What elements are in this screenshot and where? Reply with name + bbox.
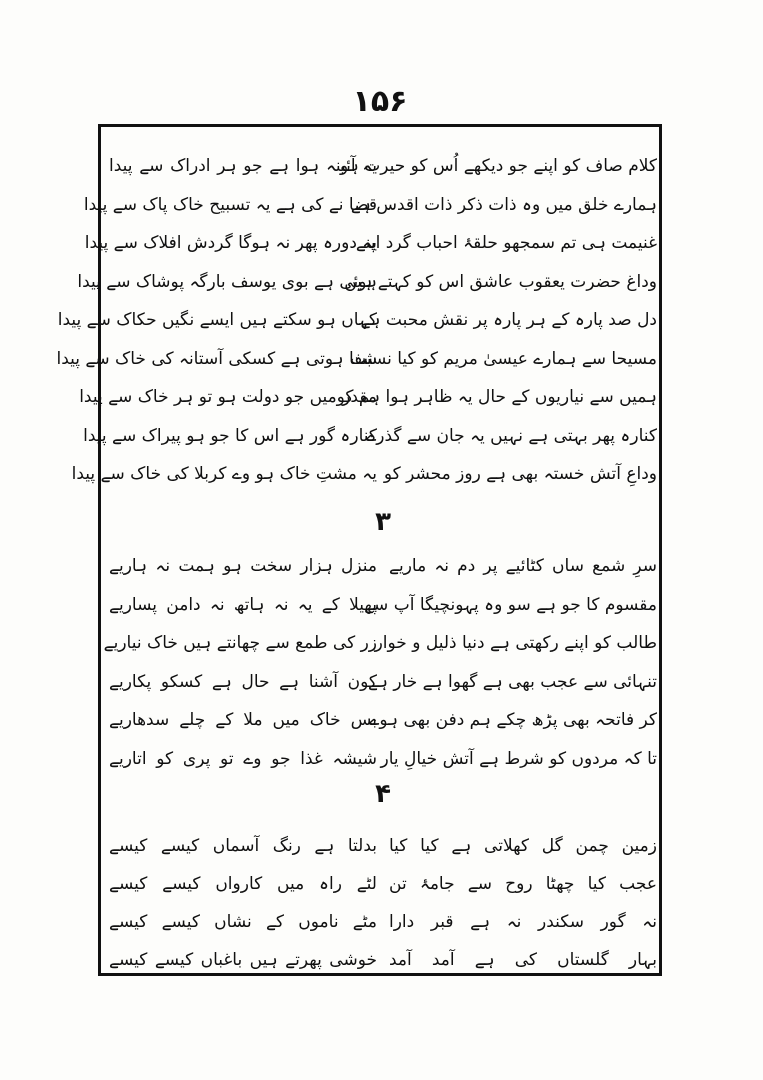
verse-line: مٹے ناموں کے نشاں کیسے کیسے bbox=[109, 912, 377, 932]
verse-line: غنیمت ہی تم سمجھو حلقۂ احباب گرد اپنے bbox=[355, 233, 657, 253]
right-column bbox=[336, 147, 657, 494]
verse-line: کنارہ گور ہے اس کا جو ہو پیراک سے پیدا bbox=[83, 425, 377, 446]
poem-section-2 bbox=[101, 547, 665, 778]
verse-line: منزل ہزار سخت ہو ہمت نہ ہاریے bbox=[109, 556, 377, 576]
poem-section-3 bbox=[101, 827, 665, 979]
poem-section-1 bbox=[56, 147, 665, 494]
verse-line: یہ دورہ پھر نہ ہوگا گردش افلاک سے پیدا bbox=[84, 233, 377, 253]
left-column bbox=[109, 827, 377, 979]
verse-line: وداعِ آتش خستہ بھی ہے روز محشر کو bbox=[383, 464, 657, 484]
verse-line: بدلتا ہے رنگ آسماں کیسے کیسے bbox=[109, 836, 377, 856]
section-number: ۳ bbox=[375, 507, 391, 537]
verse-line: مسیحا سے ہمارے عیسیٰ مریم کو کیا نسبت bbox=[350, 348, 657, 369]
right-column bbox=[364, 547, 657, 778]
verse-line: بہار گلستاں کی ہے آمد آمد bbox=[389, 950, 657, 970]
verse-line: ہمیں سے نیاریوں کے حال یہ ظاہر ہوا ہم کو bbox=[336, 387, 657, 407]
verse-line: زمین چمن گل کھلاتی ہے کیا کیا bbox=[389, 836, 657, 856]
verse-line: تنہائی سے عجب بھی ہے گھوا ہے خار ہے bbox=[368, 671, 657, 692]
verse-line: طالب کو اپنے رکھتی ہے دنیا ذلیل و خوار bbox=[374, 633, 657, 653]
text-frame bbox=[56, 124, 662, 976]
verse-line: یہ مشتِ خاک ہو وے کربلا کی خاک سے پیدا bbox=[71, 464, 377, 484]
verse-line: کنارہ پھر بہتی ہے نہیں یہ جان سے گذرے bbox=[366, 425, 657, 446]
section-number: ۴ bbox=[375, 779, 391, 809]
page-number: ۱۵۶ bbox=[352, 84, 408, 119]
verse-line: ہمارے خلق میں وہ ذات ذکر ذات اقدس ہے bbox=[350, 194, 657, 215]
verse-line: شیشہ غذا جو وے تو پری کو اتاریے bbox=[109, 748, 377, 769]
verse-line: دل صد پارہ کے ہر پارہ پر نقش محبت ہے bbox=[360, 310, 657, 330]
verse-line: تا کہ مردوں کو شرط ہے آتش خیالِ یار bbox=[380, 748, 657, 769]
verse-line: ہوئی ہے بوی یوسف بارگہ پوشاک سے پیدا bbox=[77, 271, 377, 292]
verse-line: شفا ہوتی ہے کسکی آستانہ کی خاک سے پیدا bbox=[56, 348, 377, 369]
left-column bbox=[56, 147, 377, 494]
verse-line: کہاں ہو سکتے ہیں ایسے نگیں حکاک سے پیدا bbox=[57, 310, 377, 330]
verse-line: قضا نے کی ہے یہ تسبیح خاک پاک سے پیدا bbox=[83, 194, 377, 215]
verse-line: کلام صاف کو اپنے جو دیکھے اُس کو حیرت ہو bbox=[340, 156, 657, 176]
verse-line: نہ گور سکندر نہ ہے قبر دارا bbox=[389, 912, 657, 932]
right-column bbox=[389, 827, 657, 979]
verse-line: پھیلا کے یہ نہ ہاتھ نہ دامن پساریے bbox=[109, 594, 377, 615]
verse-line: سرِ شمع ساں کٹائیے پر دم نہ ماریے bbox=[389, 556, 657, 576]
verse-line: بس خاک میں ملا کے چلے سدھاریے bbox=[109, 710, 377, 730]
verse-line: یہ آئینہ ہوا ہے جو ہر ادراک سے پیدا bbox=[109, 156, 377, 176]
verse-line: خوشی پھرتے ہیں باغباں کیسے کیسے bbox=[109, 950, 377, 970]
verse-line: عجب کیا چھٹا روح سے جامۂ تن bbox=[389, 874, 657, 894]
verse-line: کون آشنا ہے حال ہے کسکو پکاریے bbox=[109, 671, 377, 692]
verse-line: مقسوم کا جو ہے سو وہ پہونچیگا آپ سے bbox=[364, 594, 657, 615]
verse-line: زر کی طمع سے چھانتے ہیں خاک نیاریے bbox=[103, 633, 377, 653]
verse-line: مقدر میں جو دولت ہو تو ہر خاک سے پیدا bbox=[79, 387, 377, 407]
verse-line: کر فاتحہ بھی پڑھ چکے ہم دفن بھی ہوے bbox=[369, 710, 657, 730]
left-column bbox=[103, 547, 377, 778]
verse-line: وداغ حضرت یعقوب عاشق اس کو کہتے ہیں bbox=[344, 271, 657, 292]
verse-line: لٹے راہ میں کارواں کیسے کیسے bbox=[109, 874, 377, 894]
